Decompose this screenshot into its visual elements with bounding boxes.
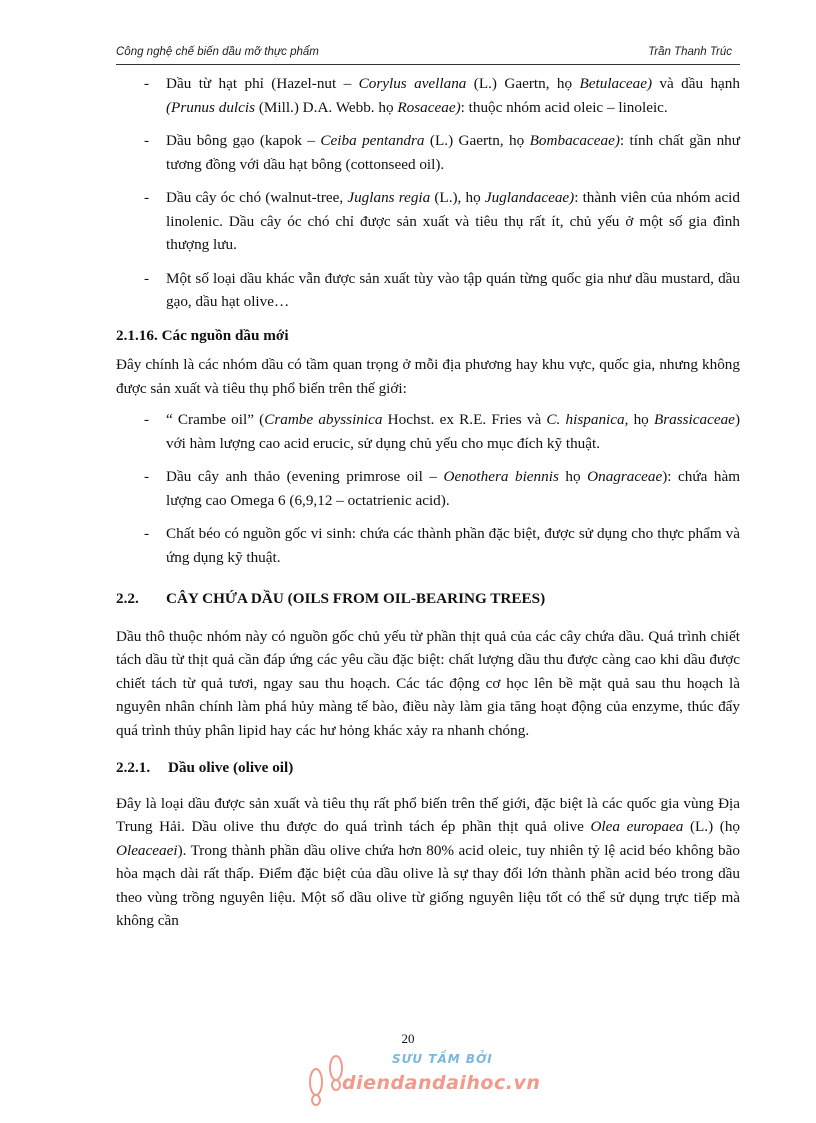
text-run: họ (558, 468, 588, 485)
text-run: (L.) Gaertn, họ (424, 132, 530, 149)
italic-term: Rosaceae) (397, 98, 461, 116)
italic-term: Oleaceaei (116, 841, 178, 859)
text-run: : thuộc nhóm acid oleic – linoleic. (460, 98, 668, 116)
text-run: Dầu cây anh thảo (evening primrose oil – (166, 468, 444, 485)
italic-term: Juglans regia (347, 189, 431, 206)
text-run: Dầu cây óc chó (walnut-tree, (166, 189, 348, 206)
italic-term: Corylus avellana (358, 75, 467, 92)
italic-term: Oenothera biennis (443, 468, 559, 485)
italic-term: Juglandaceae) (484, 189, 575, 206)
section-number: 2.2. (116, 590, 139, 607)
text-run: Dầu từ hạt phỉ (Hazel-nut – (166, 75, 359, 92)
text-run: (L.), họ (430, 189, 485, 206)
subsection-number: 2.2.1. (116, 759, 151, 776)
paragraph-new-oil-sources: Đây chính là các nhóm dầu có tầm quan trọng ở mỗi địa phương hay khu vực, quốc gia, nhưng không được sản xuất và tiêu thụ phổ biến trên thế giới: (116, 356, 740, 397)
text-run: ): chứa hàm lượng cao Omega 6 (6,9,12 – octatrienic acid). (166, 468, 741, 509)
watermark (302, 1046, 552, 1118)
heading-2-1-16: 2.1.16. Các nguồn dầu mới (116, 326, 289, 344)
italic-term: Bombacaceae) (529, 132, 620, 149)
heading-2-2 (116, 587, 740, 611)
paragraph-olive-oil (116, 792, 740, 933)
running-header (116, 44, 740, 65)
text-run: : tính chất gần như tương đồng với dầu hạt bông (cottonseed oil). (166, 132, 741, 173)
text-run: ) với hàm lượng cao acid erucic, sử dụng chủ yếu cho mục đích kỹ thuật. (166, 411, 740, 452)
text-run: : thành viên của nhóm acid linolenic. Dầu cây óc chó chỉ được sản xuất và tiêu thụ rất ít, chủ yếu ở một số gia đình thượng lưu. (166, 189, 740, 253)
text-run: Hochst. ex R.E. Fries và (382, 411, 547, 428)
bullet-item (116, 186, 740, 257)
text-run: ). Trong thành phần dầu olive chứa hơn 80% acid oleic, tuy nhiên tỷ lệ acid béo không bão hòa mạch dài rất thấp. Điểm đặc biệt của dầu olive là sự thay đổi lớn thành phần acid béo trong dầu theo vùng trồng nguyên liệu. Một số dầu olive từ giống nguyên liệu tốt có thể sử dụng trực tiếp mà không cần (116, 841, 740, 929)
text-run: họ (628, 411, 654, 428)
italic-term: Onagraceae (587, 468, 663, 485)
text-run: (Mill.) D.A. Webb. họ (255, 98, 398, 116)
bullet-item (116, 267, 740, 314)
bullet-item (116, 465, 740, 512)
text-run: Dầu bông gạo (kapok – (166, 132, 321, 149)
bullet-list-new-oils (116, 408, 740, 569)
paragraph-oil-bearing-trees: Dầu thô thuộc nhóm này có nguồn gốc chủ yếu từ phần thịt quả của các cây chứa dầu. Quá trình chiết tách dầu từ thịt quả cần đáp ứng các yêu cầu đặc biệt: chất lượng dầu thu được càng cao khi dầu được chiết tách từ quả tươi, ngay sau thu hoạch. Các tác động cơ học lên bề mặt quả sau thu hoạch là nguyên nhân chính làm phá hủy màng tế bào, điều này làm gia tăng hoạt động của enzyme, thúc đẩy quá trình thủy phân lipid hay các hư hỏng khác xảy ra nhanh chóng. (116, 627, 740, 739)
page-body (116, 72, 740, 941)
bullet-item (116, 72, 740, 119)
bullet-item (116, 129, 740, 176)
text-run: Một số loại dầu khác vẫn được sản xuất tùy vào tập quán từng quốc gia như dầu mustard, dầu gạo, dầu hạt olive… (166, 269, 740, 310)
section-title: CÂY CHỨA DẦU (OILS FROM OIL-BEARING TREES) (166, 590, 546, 607)
text-run: “ Crambe oil” ( (166, 411, 265, 428)
text-run: Chất béo có nguồn gốc vi sinh: chứa các thành phần đặc biệt, được sử dụng cho thực phẩm và ứng dụng kỹ thuật. (166, 525, 740, 566)
italic-term: Betulaceae) (579, 75, 653, 92)
italic-term: Brassicaceae (653, 411, 735, 428)
text-run: Đây là loại dầu được sản xuất và tiêu thụ rất phổ biến trên thế giới, đặc biệt là các quốc gia vùng Địa Trung Hải. Dầu olive thu được do quá trình tách ép phần thịt quả olive (116, 794, 740, 835)
italic-term: (Prunus dulcis (166, 98, 256, 116)
text-run: và dầu hạnh (652, 75, 740, 92)
watermark-site: diendandaihoc.vn (342, 1072, 541, 1094)
bullet-item (116, 522, 740, 569)
heading-2-2-1 (116, 756, 740, 780)
italic-term: Olea europaea (590, 818, 684, 835)
italic-term: Ceiba pentandra (320, 132, 425, 149)
page-number: 20 (401, 1031, 415, 1046)
bullet-list-oils (116, 72, 740, 314)
header-author: Trần Thanh Trúc (648, 46, 732, 58)
italic-term: Crambe abyssinica (264, 411, 383, 428)
header-book-title: Công nghệ chế biến dầu mỡ thực phẩm (116, 46, 319, 58)
text-run: (L.) (họ (683, 818, 741, 835)
text-run: (L.) Gaertn, họ (466, 75, 580, 92)
italic-term: C. hispanica, (546, 411, 629, 428)
bullet-item (116, 408, 740, 455)
watermark-caption: SƯU TẦM BỞI (392, 1052, 493, 1066)
subsection-title: Dầu olive (olive oil) (168, 759, 294, 776)
